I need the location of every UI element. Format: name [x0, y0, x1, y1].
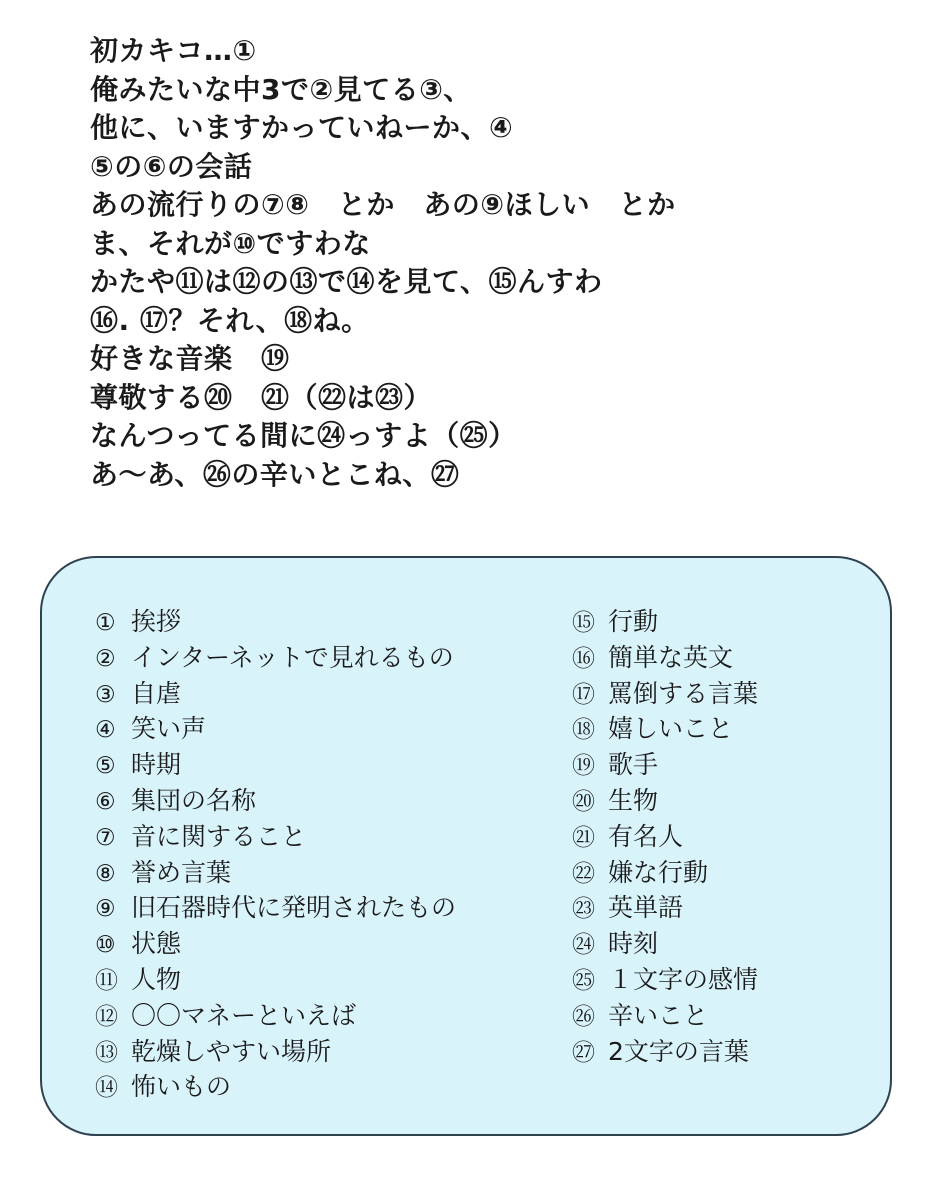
legend-number: ㉑ [572, 824, 595, 851]
legend-number: ⑬ [95, 1039, 118, 1066]
legend-text: 簡単な英文 [608, 642, 734, 672]
legend-text: 生物 [608, 785, 659, 815]
legend-number: ⑦ [95, 824, 116, 851]
legend-text: 2文字の言葉 [608, 1036, 749, 1066]
legend-number: ⑱ [572, 717, 595, 744]
legend-text: 誉め言葉 [131, 857, 232, 887]
legend-text: 英単語 [608, 893, 684, 923]
template-line: 他に、いますかっていねーか、④ [90, 111, 514, 144]
legend-item [572, 641, 758, 677]
legend-number: ⑥ [95, 788, 116, 815]
legend-item [572, 927, 758, 963]
template-line: なんつってる間に㉔っすよ（㉕） [90, 419, 517, 452]
legend-item [572, 677, 758, 713]
legend-text: 行動 [608, 607, 659, 636]
legend-item [95, 999, 456, 1035]
legend-item [95, 748, 456, 784]
legend-item [572, 891, 758, 927]
legend-number: ⑳ [572, 788, 595, 815]
legend-text: 怖いもの [131, 1072, 232, 1102]
legend-item [95, 605, 456, 641]
legend-item [572, 963, 758, 999]
template-line: 尊敬する⑳ ㉑（㉒は㉓） [90, 380, 433, 414]
legend-number: ④ [95, 717, 116, 744]
legend-text: 自虐 [131, 678, 182, 708]
legend-item [572, 605, 758, 641]
legend-item [572, 820, 758, 856]
legend-text: 歌手 [608, 750, 659, 780]
legend-column-left [95, 605, 456, 1106]
legend-number: ⑨ [95, 896, 116, 923]
legend-box [40, 556, 892, 1136]
legend-number: ① [95, 610, 116, 636]
legend-number: ㉔ [572, 932, 595, 959]
legend-number: ㉒ [572, 860, 595, 887]
fill-in-template [90, 32, 910, 494]
legend-number: ③ [95, 681, 116, 708]
legend-number: ② [95, 645, 116, 672]
legend-item [95, 856, 456, 892]
legend-number: ⑧ [95, 860, 116, 887]
legend-number: ⑲ [572, 753, 595, 780]
legend-text: インターネットで見れるもの [131, 642, 454, 672]
legend-item [95, 677, 456, 713]
legend-number: ⑰ [572, 681, 595, 708]
template-line: あ～あ、㉖の辛いとこね、㉗ [90, 457, 460, 491]
legend-number: ㉕ [572, 967, 595, 994]
template-line: 好きな音楽 ⑲ [90, 342, 290, 375]
legend-text: 時刻 [608, 929, 659, 959]
legend-item [95, 712, 456, 748]
template-line: ⑤の⑥の会話 [90, 149, 253, 183]
legend-item [95, 1035, 456, 1071]
legend-number: ⑪ [95, 967, 118, 994]
legend-number: ⑫ [95, 1003, 118, 1030]
legend-text: 音に関すること [131, 821, 307, 851]
legend-item [572, 784, 758, 820]
template-line: 俺みたいな中3で②見てる③、 [90, 72, 472, 106]
legend-text: 有名人 [608, 821, 684, 851]
legend-item [572, 712, 758, 748]
legend-number: ㉗ [572, 1039, 595, 1066]
legend-text: 挨拶 [131, 607, 182, 636]
legend-text: 集団の名称 [131, 785, 257, 815]
legend-item [572, 999, 758, 1035]
legend-number: ㉖ [572, 1003, 595, 1030]
legend-text: １文字の感情 [608, 964, 759, 994]
legend-text: 嫌な行動 [608, 857, 709, 887]
legend-item [95, 820, 456, 856]
legend-item [572, 748, 758, 784]
legend-item [95, 963, 456, 999]
legend-item [95, 891, 456, 927]
legend-text: 乾燥しやすい場所 [131, 1036, 332, 1066]
template-line: 初カキコ…① [90, 34, 257, 67]
legend-text: 嬉しいこと [608, 714, 734, 744]
legend-column-right [572, 605, 758, 1070]
legend-text: 辛いこと [608, 1000, 709, 1030]
legend-number: ⑩ [95, 932, 116, 959]
template-line: かたや⑪は⑫の⑬で⑭を見て、⑮んすわ [90, 265, 603, 298]
legend-text: 〇〇マネーといえば [131, 1000, 357, 1030]
legend-number: ⑭ [95, 1075, 118, 1102]
legend-text: 罵倒する言葉 [608, 678, 759, 708]
legend-number: ⑯ [572, 645, 595, 672]
template-line: あの流行りの⑦⑧ とか あの⑨ほしい とか [90, 188, 676, 221]
template-line: ⑯. ⑰？それ、⑱ね。 [90, 303, 370, 337]
legend-text: 時期 [131, 750, 182, 780]
template-line: ま、それが⑩ですわな [90, 226, 371, 260]
legend-text: 人物 [131, 964, 182, 994]
legend-text: 状態 [131, 929, 182, 959]
legend-item [572, 1035, 758, 1071]
legend-item [95, 927, 456, 963]
legend-text: 旧石器時代に発明されたもの [131, 893, 457, 923]
legend-number: ⑤ [95, 753, 116, 780]
legend-item [95, 784, 456, 820]
legend-item [95, 641, 456, 677]
legend-item [572, 856, 758, 892]
legend-item [95, 1070, 456, 1106]
legend-text: 笑い声 [131, 714, 207, 744]
legend-number: ㉓ [572, 896, 595, 923]
legend-number: ⑮ [572, 610, 595, 636]
